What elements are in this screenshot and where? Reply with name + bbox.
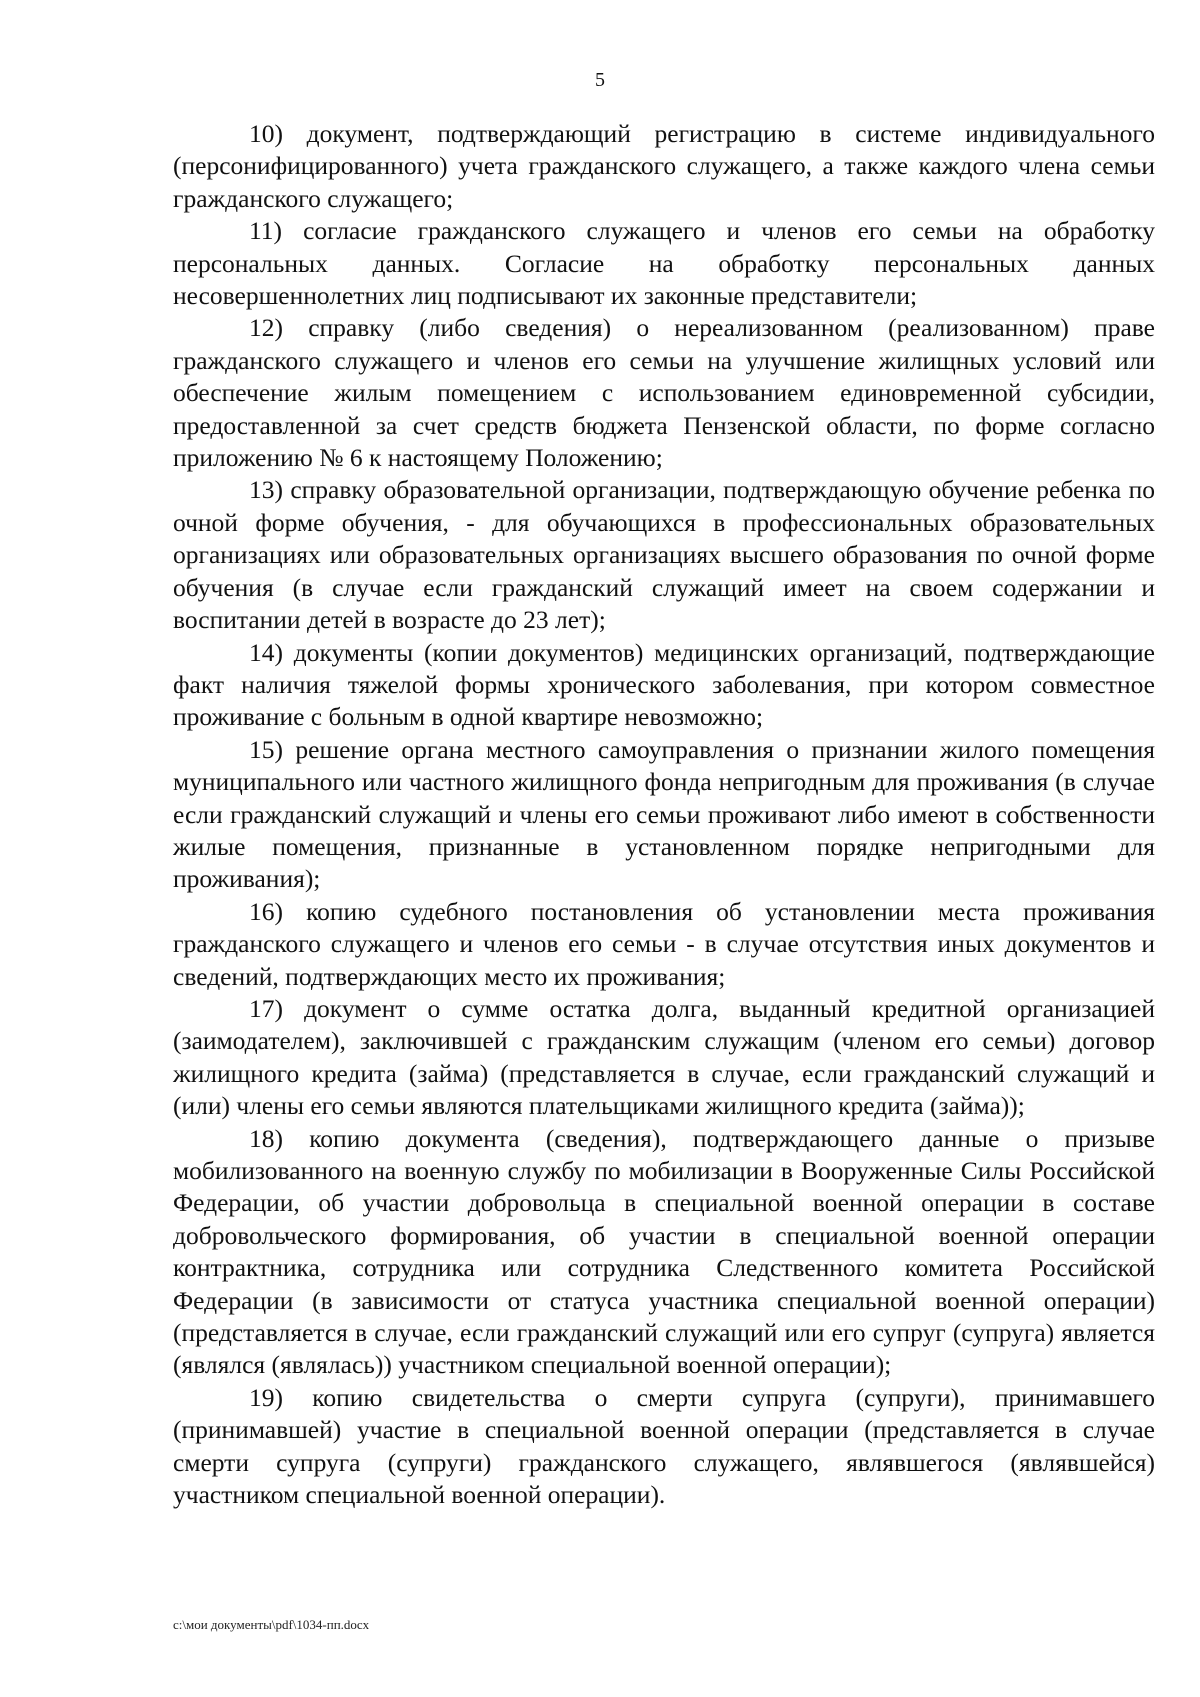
list-item-17: 17) документ о сумме остатка долга, выданный кредитной организацией (заимодателем), заключившей с гражданским служащим (членом его семьи) договор жилищного кредита (займа) (представляется в случае, если гражданский служащий и (или) члены его семьи являются плательщиками жилищного кредита (займа)); [173,993,1155,1121]
list-item-10: 10) документ, подтверждающий регистрацию в системе индивидуального (персонифицированного) учета гражданского служащего, а также каждого члена семьи гражданского служащего; [173,119,1155,213]
list-item-12: 12) справку (либо сведения) о нереализованном (реализованном) праве гражданского служащего и членов его семьи на улучшение жилищных условий или обеспечение жилым помещением с использованием единовременной субсидии, предоставленной за счет средств бюджета Пензенской области, по форме согласно приложению № 6 к настоящему Положению; [173,313,1155,473]
list-item-15: 15) решение органа местного самоуправления о признании жилого помещения муниципального или частного жилищного фонда непригодным для проживания (в случае если гражданский служащий и члены его семьи проживают либо имеют в собственности жилые помещения, признанные в установленном порядке непригодными для проживания); [173,734,1155,894]
footer-file-path: c:\мои документы\pdf\1034-пп.docx [173,1617,370,1632]
page-number: 5 [595,69,605,91]
list-item-16: 16) копию судебного постановления об установлении места проживания гражданского служащего и членов его семьи - в случае отсутствия иных документов и сведений, подтверждающих место их проживания; [173,896,1155,991]
document-body [173,118,1155,1511]
list-item-18: 18) копию документа (сведения), подтверждающего данные о призыве мобилизованного на военную службу по мобилизации в Вооруженные Силы Российской Федерации, об участии добровольца в специальной военной операции в составе добровольческого формирования, об участии в специальной военной операции контрактника, сотрудника или сотрудника Следственного комитета Российской Федерации (в зависимости от статуса участника специальной военной операции) (представляется в случае, если гражданский служащий или его супруг (супруга) является (являлся (являлась)) участником специальной военной операции); [173,1123,1155,1380]
list-item-13: 13) справку образовательной организации, подтверждающую обучение ребенка по очной форме обучения, - для обучающихся в профессиональных образовательных организациях или образовательных организациях высшего образования по очной форме обучения (в случае если гражданский служащий имеет на своем содержании и воспитании детей в возрасте до 23 лет); [173,475,1155,635]
list-item-14: 14) документы (копии документов) медицинских организаций, подтверждающие факт наличия тяжелой формы хронического заболевания, при котором совместное проживание с больным в одной квартире невозможно; [173,637,1155,732]
list-item-19: 19) копию свидетельства о смерти супруга (супруги), принимавшего (принимавшей) участие в специальной военной операции (представляется в случае смерти супруга (супруги) гражданского служащего, являвшегося (являвшейся) участником специальной военной операции). [173,1382,1155,1510]
list-item-11: 11) согласие гражданского служащего и членов его семьи на обработку персональных данных. Согласие на обработку персональных данных несовершеннолетних лиц подписывают их законные представители; [173,216,1155,311]
